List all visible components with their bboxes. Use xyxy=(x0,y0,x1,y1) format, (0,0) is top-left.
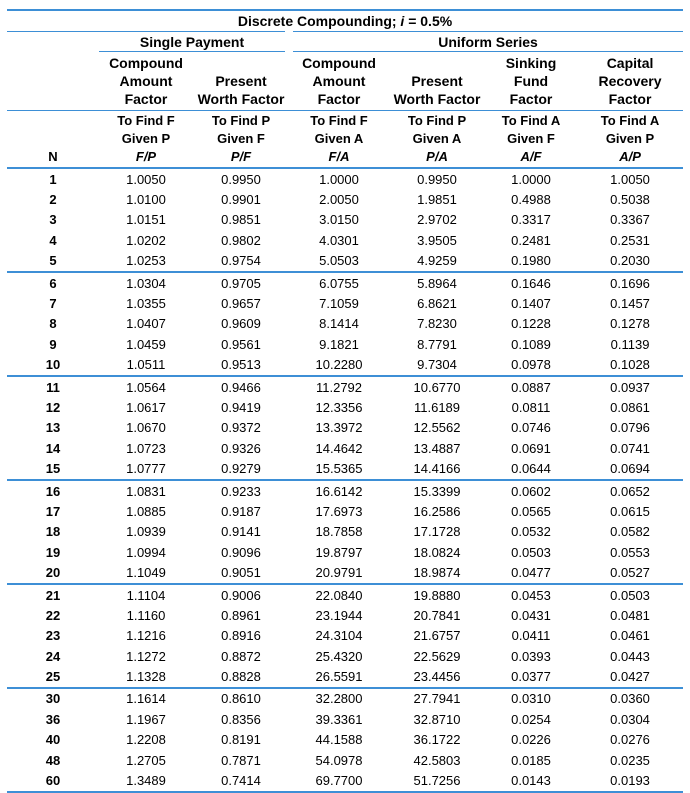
factor-cell: 0.1646 xyxy=(485,272,577,293)
factor-cell: 0.5038 xyxy=(610,192,650,208)
factor-cell: 15.5365 xyxy=(315,461,363,477)
factor-cell: 0.9419 xyxy=(221,399,261,415)
factor-cell: 0.9754 xyxy=(221,253,261,269)
factor-cell: 0.0481 xyxy=(610,607,650,623)
table-row xyxy=(7,605,683,625)
factor-cell: 0.9851 xyxy=(221,212,261,228)
factor-cell: 15.3399 xyxy=(389,480,485,501)
period-cell: 14 xyxy=(45,440,61,456)
factor-cell: 19.8797 xyxy=(315,544,363,560)
period-cell: 15 xyxy=(45,461,61,477)
factor-cell: 36.1722 xyxy=(413,732,461,748)
period-cell: 25 xyxy=(45,669,61,685)
factor-cell: 0.9141 xyxy=(221,524,261,540)
factor-cell: 0.9372 xyxy=(221,420,261,436)
factor-cell: 0.0887 xyxy=(485,376,577,397)
factor-cell: 0.8828 xyxy=(221,669,261,685)
table-row xyxy=(7,480,683,501)
factor-cell: 0.1139 xyxy=(610,336,650,352)
table-row xyxy=(7,770,683,791)
factor-cell: 1.0564 xyxy=(99,376,193,397)
factor-cell: 0.0453 xyxy=(485,584,577,605)
factor-cell: 32.2800 xyxy=(289,688,389,709)
factor-cell: 1.1216 xyxy=(126,628,166,644)
factor-cell: 1.0151 xyxy=(126,212,166,228)
factor-cell: 1.0050 xyxy=(610,171,650,187)
factor-cell: 16.2586 xyxy=(413,503,461,519)
factor-cell: 19.8880 xyxy=(389,584,485,605)
factor-cell: 0.9950 xyxy=(221,171,261,187)
factor-cell: 1.0355 xyxy=(126,296,166,312)
factor-cell: 7.8230 xyxy=(417,316,457,332)
factor-cell: 0.8872 xyxy=(221,648,261,664)
factor-cell: 0.9802 xyxy=(221,232,261,248)
factor-cell: 14.4166 xyxy=(413,461,461,477)
factor-cell: 0.9051 xyxy=(221,565,261,581)
factor-cell: 0.2481 xyxy=(511,232,551,248)
factor-cell: 0.0694 xyxy=(610,461,650,477)
factor-name: Present Worth Factor xyxy=(393,73,481,107)
factor-cell: 0.9657 xyxy=(221,296,261,312)
factor-cell: 0.9609 xyxy=(221,316,261,332)
factor-cell: 3.0150 xyxy=(319,212,359,228)
factor-cell: 0.0360 xyxy=(577,688,683,709)
table-row xyxy=(7,542,683,562)
table-row xyxy=(7,522,683,542)
factor-cell: 1.0304 xyxy=(99,272,193,293)
factor-cell: 0.0393 xyxy=(511,648,551,664)
title-symbol: i xyxy=(400,13,405,29)
factor-cell: 13.3972 xyxy=(315,420,363,436)
factor-cell: 0.0254 xyxy=(511,711,551,727)
factor-cell: 0.0226 xyxy=(511,732,551,748)
table-body xyxy=(7,168,683,792)
factor-cell: 0.0143 xyxy=(511,773,551,789)
factor-cell: 0.9561 xyxy=(221,336,261,352)
factor-cell: 0.0503 xyxy=(511,544,551,560)
factor-name: Compound Amount Factor xyxy=(302,55,376,107)
period-cell: 16 xyxy=(7,480,99,501)
table-row xyxy=(7,334,683,354)
factor-cell: 32.8710 xyxy=(413,711,461,727)
period-cell: 36 xyxy=(45,711,61,727)
factor-cell: 1.0253 xyxy=(126,253,166,269)
factor-cell: 0.0377 xyxy=(511,669,551,685)
group-single-payment: Single Payment xyxy=(99,32,289,52)
factor-cell: 0.9006 xyxy=(193,584,289,605)
compounding-factor-table xyxy=(7,9,683,793)
factor-cell: 12.3356 xyxy=(315,399,363,415)
factor-header: To Find A Given P A/P xyxy=(600,113,660,164)
table-title xyxy=(7,10,683,32)
period-cell: 9 xyxy=(49,336,57,352)
factor-cell: 20.7841 xyxy=(413,607,461,623)
factor-cell: 0.0565 xyxy=(511,503,551,519)
factor-cell: 1.0407 xyxy=(126,316,166,332)
period-cell: 17 xyxy=(45,503,61,519)
factor-name: Present Worth Factor xyxy=(197,73,285,107)
factor-cell: 51.7256 xyxy=(413,773,461,789)
factor-cell: 1.1272 xyxy=(126,648,166,664)
table-row xyxy=(7,168,683,189)
factor-cell: 2.0050 xyxy=(319,192,359,208)
table-row xyxy=(7,562,683,583)
factor-cell: 3.9505 xyxy=(417,232,457,248)
factor-cell: 0.0691 xyxy=(511,440,551,456)
factor-cell: 8.1414 xyxy=(319,316,359,332)
period-cell: 11 xyxy=(7,376,99,397)
factor-cell: 0.0644 xyxy=(511,461,551,477)
factor-cell: 0.9705 xyxy=(193,272,289,293)
factor-cell: 1.1328 xyxy=(126,669,166,685)
factor-cell: 0.1028 xyxy=(610,357,650,373)
factor-cell: 17.6973 xyxy=(315,503,363,519)
period-cell: 7 xyxy=(49,296,57,312)
factor-cell: 13.4887 xyxy=(413,440,461,456)
period-cell: 24 xyxy=(45,648,61,664)
factor-cell: 18.7858 xyxy=(315,524,363,540)
period-cell: 5 xyxy=(49,253,57,269)
table-row xyxy=(7,688,683,709)
table-row xyxy=(7,666,683,687)
factor-cell: 0.2531 xyxy=(610,232,650,248)
period-cell: 48 xyxy=(45,752,61,768)
table-row xyxy=(7,210,683,230)
factor-cell: 0.0235 xyxy=(610,752,650,768)
factor-cell: 0.7414 xyxy=(221,773,261,789)
factor-cell: 0.9466 xyxy=(193,376,289,397)
factor-cell: 1.0000 xyxy=(319,171,359,187)
factor-cell: 0.0193 xyxy=(610,773,650,789)
factor-cell: 0.0861 xyxy=(610,399,650,415)
factor-cell: 1.0831 xyxy=(99,480,193,501)
factor-cell: 1.9851 xyxy=(417,192,457,208)
table-row xyxy=(7,438,683,458)
factor-cell: 18.0824 xyxy=(413,544,461,560)
period-cell: 22 xyxy=(45,607,61,623)
factor-cell: 69.7700 xyxy=(315,773,363,789)
table-row xyxy=(7,501,683,521)
factor-name: Capital Recovery Factor xyxy=(598,55,662,107)
factor-cell: 0.1407 xyxy=(511,296,551,312)
factor-cell: 22.5629 xyxy=(413,648,461,664)
factor-cell: 0.9233 xyxy=(193,480,289,501)
factor-cell: 0.0310 xyxy=(485,688,577,709)
period-cell: 19 xyxy=(45,544,61,560)
factor-cell: 8.7791 xyxy=(417,336,457,352)
factor-cell: 39.3361 xyxy=(315,711,363,727)
factor-name: Compound Amount Factor xyxy=(109,55,183,107)
factor-cell: 0.0978 xyxy=(511,357,551,373)
factor-cell: 10.2280 xyxy=(315,357,363,373)
factor-cell: 54.0978 xyxy=(315,752,363,768)
factor-cell: 1.0202 xyxy=(126,232,166,248)
title-rate: = 0.5% xyxy=(404,13,453,29)
factor-cell: 1.0511 xyxy=(126,357,166,373)
table-row xyxy=(7,646,683,666)
factor-cell: 14.4642 xyxy=(315,440,363,456)
table-row xyxy=(7,626,683,646)
table-row xyxy=(7,251,683,272)
factor-cell: 0.0602 xyxy=(485,480,577,501)
factor-cell: 16.6142 xyxy=(289,480,389,501)
factor-cell: 0.1278 xyxy=(610,316,650,332)
table-row xyxy=(7,272,683,293)
table-row xyxy=(7,355,683,376)
factor-cell: 0.0796 xyxy=(610,420,650,436)
table-row xyxy=(7,189,683,209)
table-row xyxy=(7,584,683,605)
factor-cell: 6.8621 xyxy=(417,296,457,312)
table-row xyxy=(7,230,683,250)
factor-cell: 1.2705 xyxy=(126,752,166,768)
factor-header: To Find P Given F P/F xyxy=(211,113,271,164)
factor-cell: 1.0994 xyxy=(126,544,166,560)
period-cell: 21 xyxy=(7,584,99,605)
factor-cell: 1.0885 xyxy=(126,503,166,519)
table-row xyxy=(7,709,683,729)
factor-cell: 0.8916 xyxy=(221,628,261,644)
factor-cell: 0.0615 xyxy=(610,503,650,519)
period-cell: 18 xyxy=(45,524,61,540)
factor-cell: 11.6189 xyxy=(413,399,461,415)
factor-cell: 1.0459 xyxy=(126,336,166,352)
factor-cell: 5.0503 xyxy=(319,253,359,269)
factor-cell: 0.0553 xyxy=(610,544,650,560)
factor-cell: 0.3367 xyxy=(610,212,650,228)
factor-cell: 1.0050 xyxy=(126,171,166,187)
period-cell: 6 xyxy=(7,272,99,293)
factor-cell: 0.9326 xyxy=(221,440,261,456)
factor-cell: 0.0503 xyxy=(577,584,683,605)
factor-cell: 23.1944 xyxy=(315,607,363,623)
factor-cell: 0.0185 xyxy=(511,752,551,768)
factor-cell: 0.0461 xyxy=(610,628,650,644)
table-row xyxy=(7,458,683,479)
factor-symbol-row xyxy=(7,111,683,169)
period-cell: 60 xyxy=(45,773,61,789)
factor-cell: 25.4320 xyxy=(315,648,363,664)
factor-header: To Find P Given A P/A xyxy=(407,113,467,164)
factor-cell: 1.0777 xyxy=(126,461,166,477)
factor-cell: 0.0427 xyxy=(610,669,650,685)
factor-cell: 44.1588 xyxy=(315,732,363,748)
factor-cell: 1.2208 xyxy=(126,732,166,748)
period-cell: 12 xyxy=(45,399,61,415)
factor-cell: 26.5591 xyxy=(315,669,363,685)
factor-cell: 1.0000 xyxy=(511,171,551,187)
period-cell: 40 xyxy=(45,732,61,748)
factor-cell: 1.1160 xyxy=(126,607,166,623)
factor-cell: 5.8964 xyxy=(389,272,485,293)
factor-cell: 4.9259 xyxy=(417,253,457,269)
factor-cell: 0.2030 xyxy=(610,253,650,269)
factor-cell: 0.9950 xyxy=(417,171,457,187)
period-cell: 20 xyxy=(45,565,61,581)
factor-header: To Find F Given P F/P xyxy=(117,113,175,164)
factor-cell: 0.9901 xyxy=(221,192,261,208)
factor-name: Sinking Fund Factor xyxy=(505,55,557,107)
factor-cell: 0.4988 xyxy=(511,192,551,208)
factor-cell: 0.9279 xyxy=(221,461,261,477)
factor-cell: 0.0937 xyxy=(577,376,683,397)
factor-cell: 0.1980 xyxy=(511,253,551,269)
period-cell: 3 xyxy=(49,212,57,228)
factor-cell: 0.8356 xyxy=(221,711,261,727)
factor-cell: 0.0741 xyxy=(610,440,650,456)
factor-cell: 20.9791 xyxy=(315,565,363,581)
factor-cell: 24.3104 xyxy=(315,628,363,644)
factor-cell: 11.2792 xyxy=(289,376,389,397)
factor-cell: 0.0411 xyxy=(511,628,551,644)
factor-header: To Find F Given A F/A xyxy=(310,113,368,164)
factor-cell: 21.6757 xyxy=(413,628,461,644)
factor-cell: 1.0670 xyxy=(126,420,166,436)
factor-cell: 42.5803 xyxy=(413,752,461,768)
factor-cell: 0.0431 xyxy=(511,607,551,623)
factor-cell: 1.0100 xyxy=(126,192,166,208)
period-cell: 2 xyxy=(49,192,57,208)
factor-cell: 12.5562 xyxy=(413,420,461,436)
compounding-table-container xyxy=(7,9,683,793)
factor-cell: 0.0276 xyxy=(610,732,650,748)
period-cell: 30 xyxy=(7,688,99,709)
factor-cell: 10.6770 xyxy=(389,376,485,397)
factor-cell: 0.1457 xyxy=(610,296,650,312)
factor-cell: 0.0477 xyxy=(511,565,551,581)
group-uniform-series: Uniform Series xyxy=(289,32,683,52)
factor-cell: 0.1089 xyxy=(511,336,551,352)
factor-cell: 23.4456 xyxy=(413,669,461,685)
factor-cell: 0.9187 xyxy=(221,503,261,519)
group-row xyxy=(7,32,683,52)
factor-header: To Find A Given F A/F xyxy=(501,113,561,164)
factor-cell: 1.0617 xyxy=(126,399,166,415)
factor-cell: 9.1821 xyxy=(319,336,359,352)
factor-cell: 0.0582 xyxy=(610,524,650,540)
period-cell: 8 xyxy=(49,316,57,332)
factor-cell: 7.1059 xyxy=(319,296,359,312)
factor-cell: 6.0755 xyxy=(289,272,389,293)
factor-cell: 2.9702 xyxy=(417,212,457,228)
table-row xyxy=(7,314,683,334)
factor-cell: 0.9513 xyxy=(221,357,261,373)
factor-cell: 22.0840 xyxy=(289,584,389,605)
factor-cell: 0.8191 xyxy=(221,732,261,748)
factor-cell: 1.0939 xyxy=(126,524,166,540)
factor-cell: 1.1614 xyxy=(99,688,193,709)
factor-cell: 0.0532 xyxy=(511,524,551,540)
factor-name-row xyxy=(7,52,683,111)
factor-cell: 4.0301 xyxy=(319,232,359,248)
factor-cell: 0.0443 xyxy=(610,648,650,664)
factor-cell: 0.3317 xyxy=(511,212,551,228)
factor-cell: 0.7871 xyxy=(221,752,261,768)
factor-cell: 0.1228 xyxy=(511,316,551,332)
factor-cell: 17.1728 xyxy=(413,524,461,540)
table-row xyxy=(7,376,683,397)
factor-cell: 0.9096 xyxy=(221,544,261,560)
period-cell: 23 xyxy=(45,628,61,644)
factor-cell: 0.0746 xyxy=(511,420,551,436)
factor-cell: 1.1967 xyxy=(126,711,166,727)
factor-cell: 0.8961 xyxy=(221,607,261,623)
factor-cell: 0.0527 xyxy=(610,565,650,581)
table-row xyxy=(7,397,683,417)
factor-cell: 0.0811 xyxy=(511,399,551,415)
period-cell: 4 xyxy=(49,232,57,248)
period-cell: 10 xyxy=(45,357,61,373)
factor-cell: 0.1696 xyxy=(577,272,683,293)
factor-cell: 1.3489 xyxy=(126,773,166,789)
title-text: Discrete Compounding; xyxy=(237,13,401,29)
factor-cell: 0.8610 xyxy=(193,688,289,709)
factor-cell: 0.0304 xyxy=(610,711,650,727)
factor-cell: 1.1104 xyxy=(99,584,193,605)
factor-cell: 9.7304 xyxy=(417,357,457,373)
table-row xyxy=(7,418,683,438)
factor-cell: 0.0652 xyxy=(577,480,683,501)
n-column-header: N xyxy=(48,149,58,164)
table-row xyxy=(7,750,683,770)
period-cell: 1 xyxy=(49,171,57,187)
factor-cell: 1.0723 xyxy=(126,440,166,456)
table-row xyxy=(7,730,683,750)
factor-cell: 1.1049 xyxy=(126,565,166,581)
table-row xyxy=(7,293,683,313)
title-row xyxy=(7,10,683,32)
period-cell: 13 xyxy=(45,420,61,436)
factor-cell: 18.9874 xyxy=(413,565,461,581)
factor-cell: 27.7941 xyxy=(389,688,485,709)
